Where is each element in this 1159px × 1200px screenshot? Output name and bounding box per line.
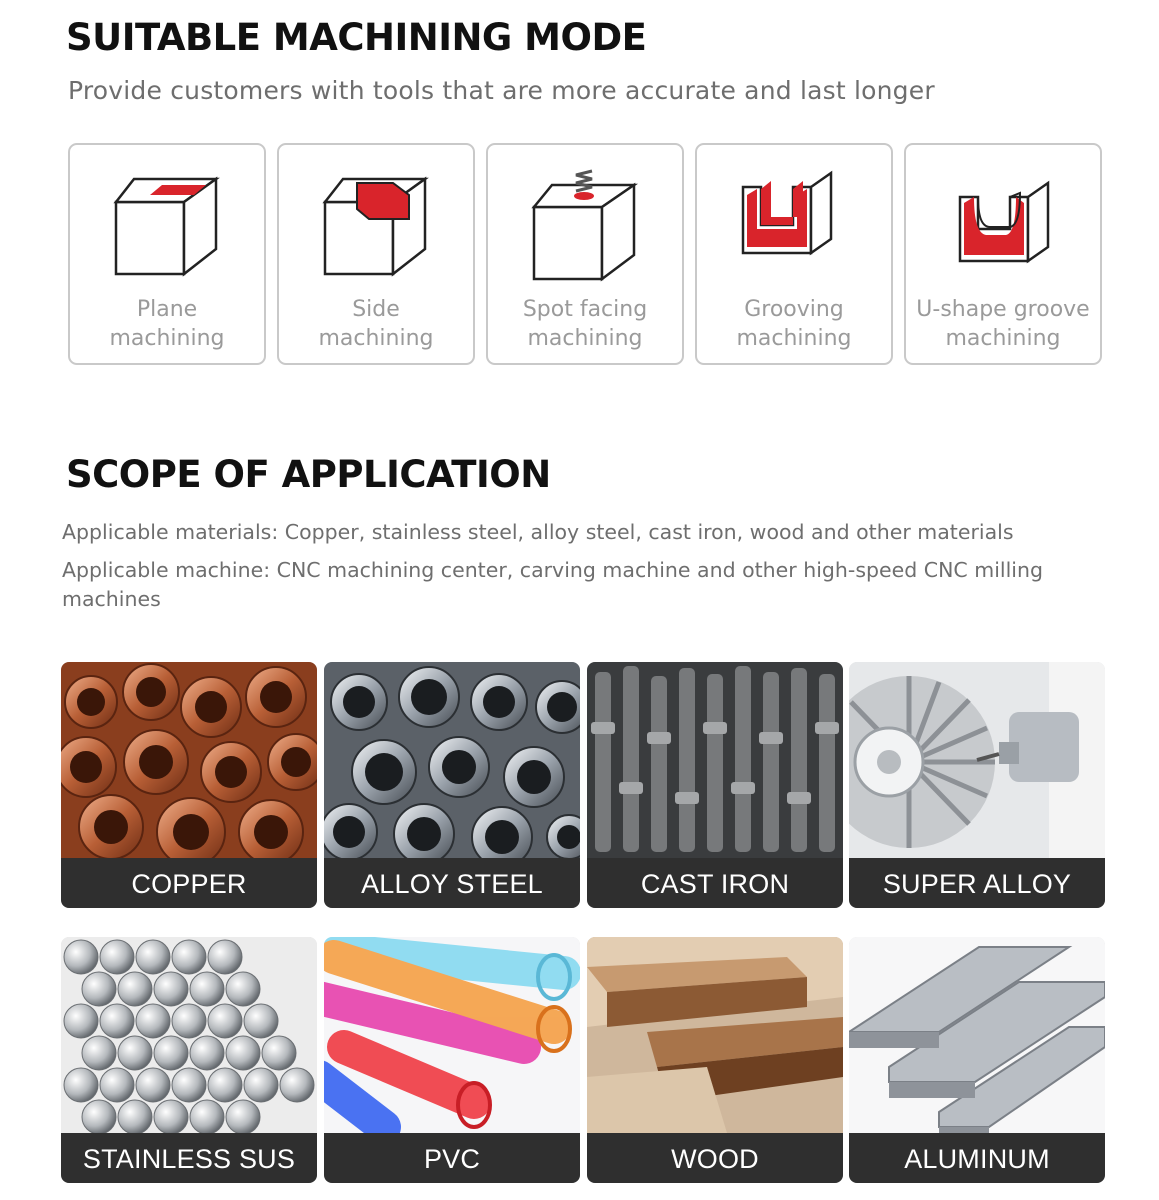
mode-label-line2: machining	[736, 326, 852, 351]
material-tile-cast-iron	[587, 662, 843, 908]
mode-label-line2: machining	[318, 326, 434, 351]
applicable-machine-text: Applicable machine: CNC machining center, carving machine and other high-speed CNC milling machines	[62, 558, 1044, 611]
application-scope-title: SCOPE OF APPLICATION	[66, 453, 551, 496]
machining-mode-list	[68, 143, 1104, 369]
mode-label-line2: machining	[527, 326, 643, 351]
mode-label-line2: machining	[945, 326, 1061, 351]
super-alloy-turbine-image	[849, 662, 1105, 858]
material-label: SUPER ALLOY	[849, 858, 1105, 908]
material-tile-pvc	[324, 937, 580, 1183]
cast-iron-parts-image	[587, 662, 843, 858]
material-tile-super-alloy	[849, 662, 1105, 908]
material-label: WOOD	[587, 1133, 843, 1183]
u-shape-groove-icon	[940, 167, 1070, 287]
mode-label-line1: Spot facing	[522, 297, 648, 322]
mode-label-line1: U-shape groove	[916, 297, 1090, 322]
material-tile-wood	[587, 937, 843, 1183]
material-label: PVC	[324, 1133, 580, 1183]
mode-card-side	[277, 143, 475, 365]
material-tile-stainless-sus	[61, 937, 317, 1183]
copper-pipes-image	[61, 662, 317, 858]
machining-mode-subtitle: Provide customers with tools that are more accurate and last longer	[68, 76, 935, 105]
pvc-tubes-image	[324, 937, 580, 1133]
material-label: CAST IRON	[587, 858, 843, 908]
spot-facing-icon	[522, 167, 652, 287]
applicable-materials-text: Applicable materials: Copper, stainless steel, alloy steel, cast iron, wood and other materials	[62, 520, 1014, 544]
mode-card-plane	[68, 143, 266, 365]
mode-card-u-shape-groove	[904, 143, 1102, 365]
machining-mode-title: SUITABLE MACHINING MODE	[66, 16, 647, 59]
plane-machining-icon	[104, 167, 234, 287]
material-tile-aluminum	[849, 937, 1105, 1183]
mode-label-line2: machining	[109, 326, 225, 351]
side-machining-icon	[313, 167, 443, 287]
material-label: COPPER	[61, 858, 317, 908]
mode-card-grooving	[695, 143, 893, 365]
grooving-icon	[731, 167, 861, 287]
mode-label-line1: Plane	[136, 297, 198, 322]
material-tile-copper	[61, 662, 317, 908]
mode-card-spot-facing	[486, 143, 684, 365]
wood-boards-image	[587, 937, 843, 1133]
aluminum-profiles-image	[849, 937, 1105, 1133]
mode-label-line1: Grooving	[744, 297, 844, 322]
mode-label-line1: Side	[352, 297, 400, 322]
stainless-rods-image	[61, 937, 317, 1133]
alloy-steel-tubes-image	[324, 662, 580, 858]
material-label: STAINLESS SUS	[61, 1133, 317, 1183]
material-label: ALUMINUM	[849, 1133, 1105, 1183]
material-tile-alloy-steel	[324, 662, 580, 908]
material-label: ALLOY STEEL	[324, 858, 580, 908]
